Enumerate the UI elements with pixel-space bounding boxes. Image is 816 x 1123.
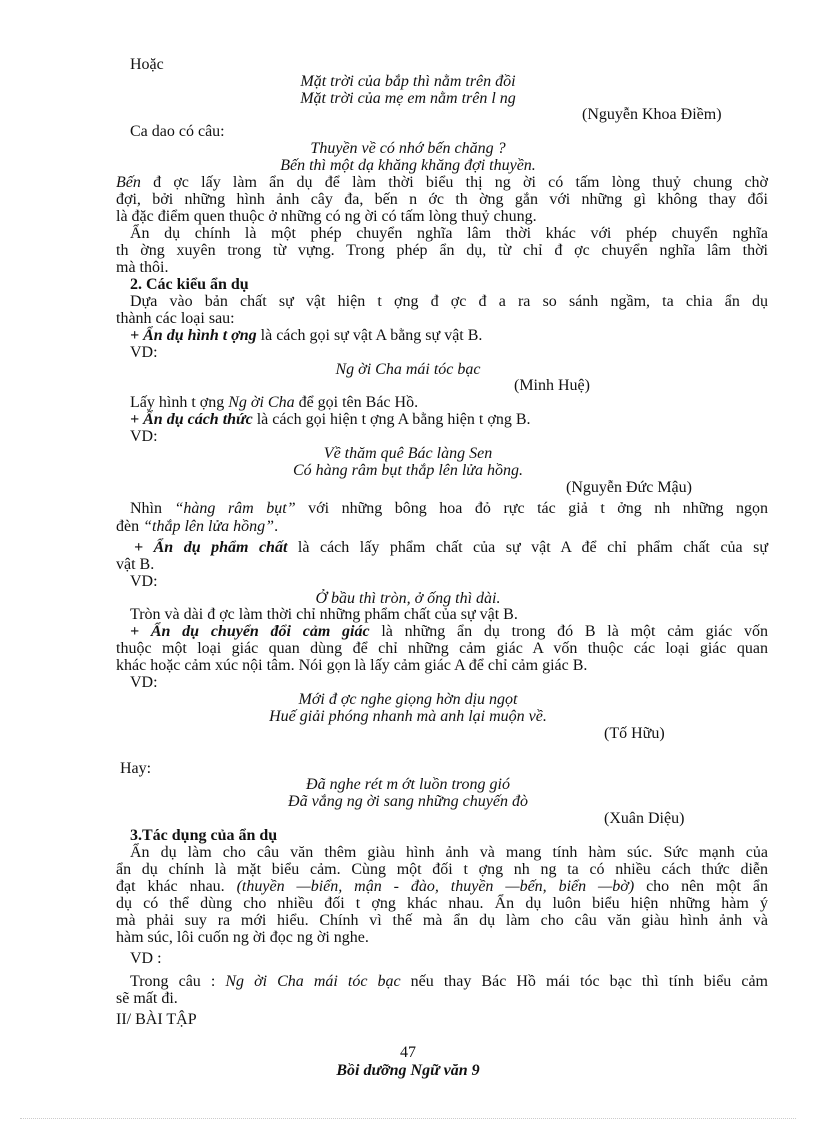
running-footer: Bồi dưỡng Ngữ văn 9	[336, 1062, 480, 1079]
paragraph-line	[130, 973, 768, 990]
paragraph-line: mà phải suy ra mới hiểu. Chính vì thế mà ẩn dụ làm cho câu văn giàu hình ảnh và	[116, 912, 768, 929]
text-run: là cách gọi sự vật A bằng sự vật B.	[256, 327, 483, 344]
term: Bến	[116, 174, 141, 191]
page-number: 47	[400, 1044, 416, 1061]
example-pairs: (thuyền —biển, mận - đào, thuyền —bến, biển —bờ)	[236, 878, 635, 895]
paragraph-line: Ẩn dụ chính là một phép chuyển nghĩa lâm thời khác với phép chuyển nghĩa	[130, 225, 768, 242]
poem-line: Đã vắng ng ời sang những chuyến đò	[288, 793, 528, 810]
paragraph-line: là đặc điểm quen thuộc ở những có ng ời có tấm lòng thuỷ chung.	[116, 208, 537, 225]
section-heading: 3.Tác dụng của ẩn dụ	[130, 827, 278, 844]
paragraph-line: sẽ mất đi.	[116, 990, 178, 1007]
example-label: VD:	[130, 428, 158, 445]
subsection-term: + Ẩn dụ cách thức	[130, 411, 253, 428]
paragraph-line: thuộc một loại giác quan dùng để chỉ những cảm giác A vốn thuộc các loại giác quan	[116, 640, 768, 657]
text-run: nếu thay Bác Hồ mái tóc bạc thì tính biểu cảm	[400, 973, 769, 990]
paragraph-line: vật B.	[116, 556, 155, 573]
example-label: VD:	[130, 573, 158, 590]
subsection-term: + Ẩn dụ hình t ợng	[130, 327, 257, 344]
paragraph-line: khác hoặc cảm xúc nội tâm. Nói gọn là lấy cảm giác A để chỉ cảm giác B.	[116, 657, 588, 674]
text-run: là những ẩn dụ trong đó B là một cảm giác vốn	[369, 623, 769, 640]
paragraph-line: ẩn dụ chính là mặt biểu cảm. Cùng một đối t ợng nh ng ta có nhiều cách thức diễn	[116, 861, 768, 878]
text-run: là cách gọi hiện t ợng A bằng hiện t ợng B.	[252, 411, 531, 428]
paragraph-line: hàm súc, lôi cuốn ng ời đọc ng ời nghe.	[116, 929, 369, 946]
paragraph-line	[116, 174, 768, 191]
section-heading: 2. Các kiểu ẩn dụ	[130, 276, 249, 293]
text-run: Nhìn	[130, 500, 175, 517]
poem-line: Mặt trời của bắp thì nằm trên đồi	[300, 73, 516, 90]
paragraph-line: Dựa vào bản chất sự vật hiện t ợng đ ợc đ a ra so sánh ngầm, ta chia ẩn dụ	[130, 293, 768, 310]
text-run: với những bông hoa đỏ rực tác giả t ởng nh những ngọn	[295, 500, 768, 517]
text-run: Trong câu :	[130, 973, 226, 990]
subsection-line	[130, 411, 530, 428]
section-heading: II/ BÀI TẬP	[116, 1011, 197, 1028]
text-run: cho nên một ẩn	[634, 878, 769, 895]
poem-author: (Nguyễn Đức Mậu)	[566, 479, 692, 496]
example-label: VD:	[130, 344, 158, 361]
poem-line: Về thăm quê Bác làng Sen	[323, 445, 493, 462]
subsection-term: + Ẩn dụ chuyển đổi cảm giác	[130, 623, 370, 640]
text-line: Hay:	[120, 760, 152, 777]
paragraph-line: Ẩn dụ làm cho câu văn thêm giàu hình ảnh và mang tính hàm súc. Sức mạnh của	[130, 844, 768, 861]
example-label: VD:	[130, 674, 158, 691]
poem-line: Huế giải phóng nhanh mà anh lại muộn về.	[269, 708, 547, 725]
poem-line: Ở bầu thì tròn, ở ống thì dài.	[315, 590, 501, 607]
quote: “thắp lên lửa hồng”	[143, 518, 275, 535]
paragraph-line: Tròn và dài đ ợc làm thời chỉ những phẩm chất của sự vật B.	[130, 606, 518, 623]
poem-line: Mặt trời của mẹ em nằm trên l ng	[300, 90, 516, 107]
paragraph-line	[130, 394, 418, 411]
text-run: đèn	[116, 518, 144, 535]
subsection-line	[134, 539, 768, 556]
paragraph-line	[116, 878, 768, 895]
text-run: đạt khác nhau.	[116, 878, 237, 895]
term: Ng ời Cha	[228, 394, 295, 411]
poem-author: (Xuân Diệu)	[604, 810, 685, 827]
paragraph-line: thành các loại sau:	[116, 310, 235, 327]
term: Ng ời Cha mái tóc bạc	[225, 973, 401, 990]
subsection-line	[130, 623, 768, 640]
paragraph-line	[116, 518, 278, 535]
text-run: .	[274, 518, 279, 535]
paragraph-line: mà thôi.	[116, 259, 169, 276]
paragraph-line	[130, 500, 768, 517]
text-run: đ ợc lấy làm ẩn dụ để làm thời biểu thị ng ời có tấm lòng thuỷ chung chờ	[140, 174, 768, 191]
poem-line: Thuyền về có nhớ bến chăng ?	[310, 140, 506, 157]
paragraph-line: đợi, bởi những hình ảnh cây đa, bến n ớc th ờng gắn với những gì không thay đổi	[116, 191, 768, 208]
poem-line: Bến thì một dạ khăng khăng đợi thuyền.	[280, 157, 536, 174]
poem-line: Có hàng râm bụt thắp lên lửa hồng.	[292, 462, 524, 479]
example-label: VD :	[130, 950, 162, 967]
poem-line: Ng ời Cha mái tóc bạc	[335, 361, 481, 378]
quote: “hàng râm bụt”	[174, 500, 296, 517]
poem-line: Đã nghe rét m ớt luồn trong gió	[306, 776, 510, 793]
poem-author: (Minh Huệ)	[514, 377, 590, 394]
poem-line: Mới đ ợc nghe giọng hờn dịu ngọt	[298, 691, 518, 708]
paragraph-line: dụ có thể dùng cho nhiều đối t ợng khác nhau. Ẩn dụ luôn biểu hiện những hàm ý	[116, 895, 768, 912]
text-run: là cách lấy phẩm chất của sự vật A để chỉ phẩm chất của sự	[287, 539, 768, 556]
page-bottom-divider	[20, 1118, 796, 1119]
poem-author: (Nguyễn Khoa Điềm)	[582, 106, 722, 123]
subsection-term: + Ẩn dụ phẩm chất	[134, 539, 288, 556]
text-line: Ca dao có câu:	[130, 123, 225, 140]
text-run: để gọi tên Bác Hồ.	[294, 394, 419, 411]
subsection-line	[130, 327, 482, 344]
paragraph-line: th ờng xuyên trong từ vựng. Trong phép ẩn dụ, từ chỉ đ ợc chuyển nghĩa lâm thời	[116, 242, 768, 259]
poem-author: (Tố Hữu)	[604, 725, 665, 742]
text-run: Lấy hình t ợng	[130, 394, 229, 411]
text-line: Hoặc	[130, 56, 164, 73]
